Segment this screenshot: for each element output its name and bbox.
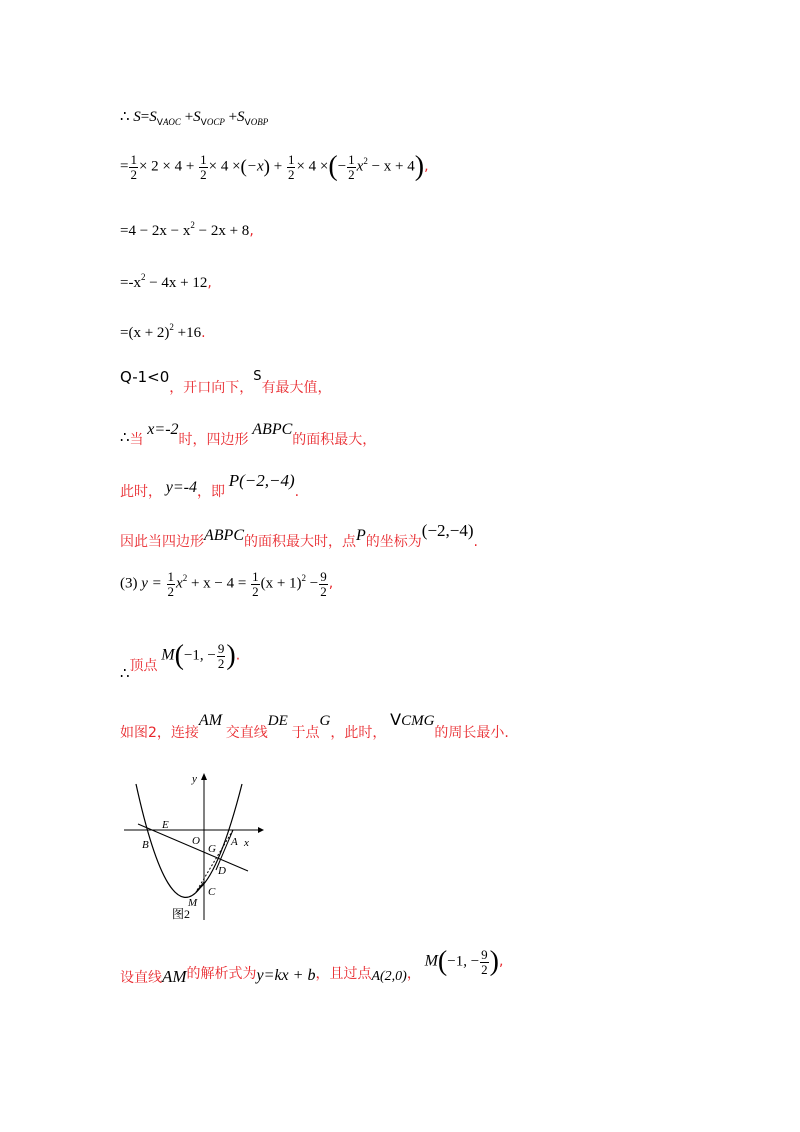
var-S: S: [149, 109, 157, 125]
opening-direction-line: [120, 368, 332, 396]
red-comma: ,: [249, 223, 254, 239]
var-M: M: [424, 952, 438, 970]
expression-is-text: 的解析式为: [186, 965, 257, 982]
part-3-label: (3): [120, 575, 138, 592]
label-g: G: [208, 843, 216, 855]
therefore-symbol: ∴: [120, 665, 130, 682]
line-am: AM: [162, 966, 187, 986]
simplify-line-1: [120, 220, 254, 239]
denominator: 2: [348, 166, 355, 182]
triangle-symbol: V: [244, 118, 251, 128]
triangle-symbol: V: [390, 710, 402, 729]
triangle-aoc: AOC: [162, 117, 181, 127]
numerator: 9: [320, 569, 327, 584]
fraction-nine-half: [217, 642, 226, 670]
label-m: M: [188, 897, 198, 909]
area-max-point-text: 的面积最大时，点: [244, 534, 356, 550]
var-S: S: [133, 109, 141, 125]
fraction-half: [347, 153, 356, 181]
expand-term-b: × 4 ×: [208, 158, 241, 175]
denominator: 2: [167, 583, 175, 599]
square-term: (x + 1): [260, 575, 302, 592]
denominator: 2: [200, 166, 207, 182]
quad-abpc: ABPC: [204, 527, 244, 544]
coordinate-value: (−2,−4): [421, 521, 474, 540]
perimeter-min-text: 的周长最小.: [434, 725, 509, 741]
exponent: 2: [182, 572, 188, 583]
numerator: 1: [287, 152, 295, 167]
denominator: 2: [252, 583, 259, 599]
point-a: A(2,0): [371, 968, 407, 984]
triangle-symbol: V: [156, 118, 163, 128]
denominator: 2: [130, 166, 137, 182]
fraction-half: [287, 153, 296, 181]
label-x: x: [244, 837, 249, 849]
exponent: 2: [140, 272, 146, 282]
x-axis-arrow: [258, 827, 264, 833]
line-am-equation: 设直线AM的解析式为y=kx + b，且过点A(2,0)， M(−1, − $\frac{9}{2}$ ),: [120, 946, 504, 986]
fraction-nine-half: [319, 570, 328, 598]
area-sum-line: ∴ $S=S_{VAOC} +S_{VOCP} +S_{VOBP}$: [120, 109, 269, 128]
vertex-coords: −1, −: [183, 647, 216, 664]
linear-equation: y=kx + b: [256, 966, 316, 984]
therefore-when-text: 因此当四边形: [120, 534, 204, 550]
figure-2-parabola: [120, 770, 270, 930]
passes-through-text: ，且过点: [315, 965, 372, 982]
neg-x: −x: [246, 158, 264, 175]
red-period: .: [473, 534, 478, 550]
var-S: S: [253, 369, 262, 384]
intersect-text: 交直线: [225, 725, 268, 741]
expansion-line: = $\frac{1}{2}$ × 2 × 4 + $\frac{1}{2}$ × 4 ×(−x) + $\frac{1}{2}$ × 4 ×(− $\frac{1}{2}$ $x^2 - x + 4$),: [120, 151, 429, 183]
as-figure-text: 如图2，连接: [120, 725, 199, 741]
point-p: P(−2,−4): [228, 471, 295, 490]
minus-sign: −: [309, 575, 319, 592]
line-de: DE: [267, 713, 288, 729]
var-M: M: [161, 646, 175, 664]
part3-middle: + x − 4 =: [190, 575, 247, 592]
triangle-symbol: V: [200, 118, 207, 128]
var-S: S: [193, 109, 201, 125]
y-equals: y=-4: [165, 479, 197, 496]
numerator: 1: [348, 152, 355, 167]
red-comma: ，: [406, 965, 421, 982]
connect-am-line: [120, 710, 509, 741]
numerator: 1: [130, 152, 137, 167]
vertex-coords: −1, −: [447, 953, 480, 970]
numerator: 1: [252, 569, 259, 584]
fraction-half: [251, 570, 260, 598]
triangle-obp: OBP: [250, 117, 269, 127]
exponent: 2: [301, 572, 307, 583]
var-S: S: [237, 109, 245, 125]
label-y: y: [192, 773, 197, 785]
line-am-segment: [196, 830, 233, 892]
simplify-2-text: =-x: [120, 275, 141, 291]
var-P: P: [356, 527, 366, 544]
x-equals: x=-2: [147, 421, 179, 438]
denominator: 2: [287, 166, 295, 182]
area-max-text: 的面积最大，: [292, 432, 377, 448]
figure-caption: 图2: [172, 907, 191, 921]
numerator: 9: [217, 641, 225, 656]
expand-term-a: × 2 × 4 +: [138, 158, 195, 175]
y-axis-arrow: [201, 773, 207, 780]
red-comma: ,: [207, 275, 212, 291]
vertex-line: ∴顶点 M(−1, − $\frac{9}{2}$ ).: [120, 640, 241, 682]
numerator: 9: [481, 947, 488, 962]
label-a: A: [231, 836, 238, 848]
opens-downward-text: ，开口向下，: [169, 380, 254, 396]
at-this-time-text: 此时，: [120, 484, 162, 500]
at-this-time-text: ，此时，: [330, 725, 387, 741]
label-o: O: [192, 835, 200, 847]
fraction-half: [129, 153, 138, 181]
y-equals: y =: [141, 575, 162, 592]
expand-term-c: × 4 ×: [296, 158, 329, 175]
fraction-half: [199, 153, 208, 181]
denominator: 2: [320, 583, 327, 599]
equals-sign: =: [140, 109, 150, 125]
simplify-line-2: [120, 272, 212, 291]
y-value-line: [120, 471, 300, 500]
therefore-symbol: ∴: [120, 109, 130, 125]
red-period: .: [294, 484, 300, 500]
triangle-cmg: CMG: [401, 713, 435, 729]
simplify-1-text: =4 − 2x − x: [120, 223, 191, 239]
label-e: E: [162, 819, 169, 831]
line-cm-segment: [196, 882, 204, 892]
inner-tail: − x + 4: [371, 158, 415, 175]
label-d: D: [218, 865, 226, 877]
quad-text: 时，四边形: [178, 432, 249, 448]
at-point-text: 于点: [291, 725, 320, 741]
therefore-symbol: ∴: [120, 430, 130, 446]
numerator: 1: [200, 152, 207, 167]
q-statement: Q-1<0: [120, 368, 170, 386]
when-text: 当: [129, 432, 144, 448]
quad-abpc: ABPC: [252, 421, 293, 438]
exponent: 2: [169, 322, 174, 332]
simplify-1-tail: − 2x + 8: [198, 223, 250, 239]
fraction-half: [167, 570, 176, 598]
has-max-text: 有最大值，: [261, 380, 332, 396]
exponent: 2: [363, 155, 368, 166]
red-comma: ,: [328, 575, 334, 592]
simplify-line-3: [120, 322, 206, 341]
numerator: 1: [167, 569, 175, 584]
ie-text: ，即: [196, 484, 225, 500]
conclusion-line: [120, 521, 478, 550]
simplify-3-tail: +16: [177, 325, 202, 341]
red-period: .: [235, 647, 241, 664]
simplify-2-tail: − 4x + 12: [149, 275, 208, 291]
vertex-text: 顶点: [129, 657, 158, 674]
line-am: AM: [198, 712, 223, 729]
label-b: B: [142, 839, 149, 851]
red-comma: ,: [499, 953, 504, 970]
denominator: 2: [481, 961, 488, 977]
red-period: .: [201, 325, 206, 341]
triangle-ocp: OCP: [206, 117, 225, 127]
simplify-3-text: =(x + 2): [120, 325, 170, 341]
var-x: x: [176, 575, 183, 592]
part3-equation-line: [120, 570, 333, 598]
label-c: C: [208, 886, 216, 898]
fraction-nine-half: [480, 948, 489, 976]
red-comma: ,: [424, 158, 429, 175]
set-line-text: 设直线: [120, 969, 162, 986]
exponent: 2: [190, 220, 195, 230]
point-g: G: [319, 713, 331, 729]
max-condition-line: [120, 421, 377, 448]
denominator: 2: [217, 655, 225, 671]
coordinate-is-text: 的坐标为: [365, 534, 422, 550]
